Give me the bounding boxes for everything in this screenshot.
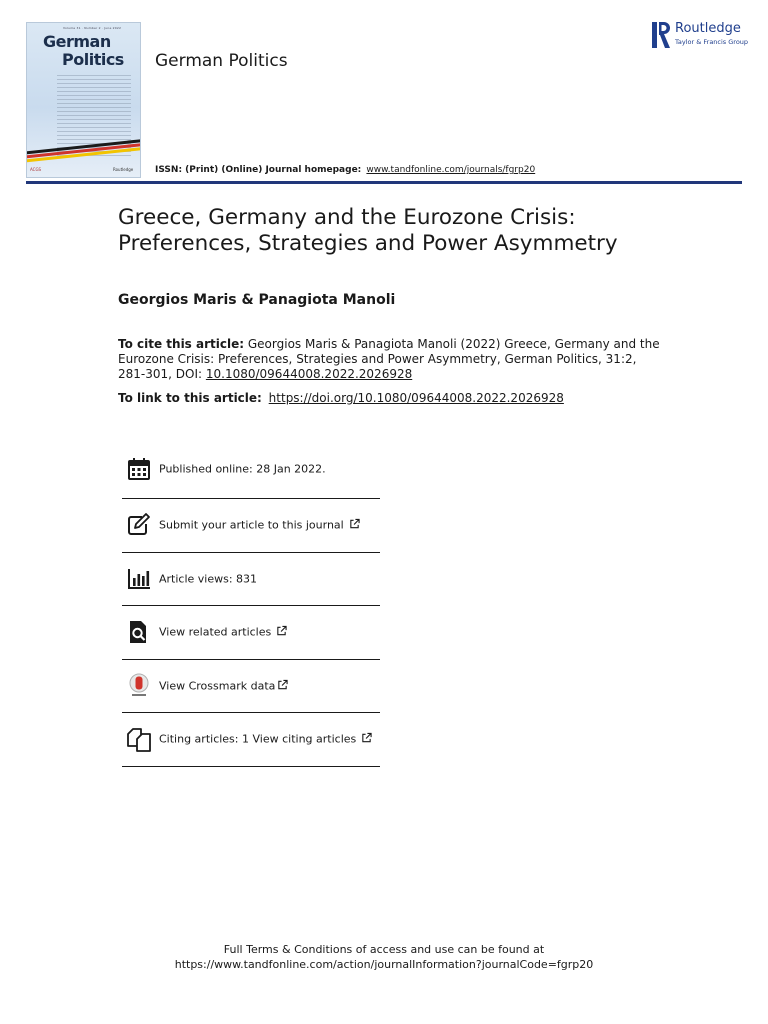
external-link-icon — [361, 733, 372, 744]
cite-label: To cite this article: — [118, 337, 245, 351]
info-row-crossmark[interactable] — [122, 660, 380, 714]
published-online-text: Published online: 28 Jan 2022. — [159, 462, 326, 476]
terms-footer-url[interactable]: https://www.tandfonline.com/action/journalInformation?journalCode=fgrp20 — [174, 958, 594, 971]
citing-articles-link[interactable] — [159, 733, 372, 746]
cover-title-line2: Politics — [62, 50, 124, 69]
external-link-icon — [277, 679, 288, 690]
cover-meta: Volume 31 · Number 2 · June 2022 — [63, 26, 122, 30]
link-label: To link to this article: — [118, 391, 262, 405]
article-authors: Georgios Maris & Panagiota Manoli — [118, 292, 396, 308]
info-row-published — [122, 440, 380, 499]
crossmark-link[interactable] — [159, 679, 288, 692]
citation-block — [118, 337, 663, 382]
journal-name: German Politics — [155, 51, 288, 71]
header-divider — [26, 181, 742, 184]
submit-article-link[interactable] — [159, 519, 360, 532]
cite-text: Georgios Maris & Panagiota Manoli (2022) Greece, Germany and the Eurozone Crisis: Preferences, Strategies and Power Asymmetry, German Politics, 31:2, 281-301, DOI: — [118, 337, 660, 381]
doi-link[interactable]: 10.1080/09644008.2022.2026928 — [205, 367, 413, 381]
logo-sub-text: Taylor & Francis Group — [675, 38, 749, 46]
article-link-line — [118, 391, 564, 405]
routledge-r-logo-icon — [652, 22, 671, 48]
edit-icon — [126, 512, 152, 538]
cover-flag-stripes — [27, 117, 140, 157]
info-row-submit[interactable] — [122, 499, 380, 553]
cover-publisher-left: ACGS — [30, 167, 42, 172]
terms-footer-line1: Full Terms & Conditions of access and use can be found at — [223, 943, 545, 956]
info-row-views — [122, 553, 380, 607]
journal-header — [0, 0, 768, 190]
article-info-list — [122, 440, 380, 767]
cover-title-line1: German — [43, 32, 111, 51]
citing-articles-text: Citing articles: 1 View citing articles — [159, 732, 357, 746]
external-link-icon — [276, 626, 287, 637]
article-title: Greece, Germany and the Eurozone Crisis: Preferences, Strategies and Power Asymmetry — [118, 205, 618, 256]
article-doi-url-link[interactable]: https://doi.org/10.1080/09644008.2022.2026928 — [268, 391, 564, 405]
issn-label: ISSN: (Print) (Online) Journal homepage: — [155, 165, 362, 175]
journal-homepage-link[interactable]: www.tandfonline.com/journals/fgrp20 — [366, 165, 536, 175]
external-link-icon — [349, 519, 360, 530]
logo-brand-text: Routledge — [675, 21, 741, 36]
related-articles-text: View related articles — [159, 625, 272, 639]
info-row-citing[interactable] — [122, 713, 380, 767]
journal-cover-image[interactable] — [26, 22, 141, 178]
citing-articles-icon — [126, 726, 152, 752]
submit-article-text: Submit your article to this journal — [159, 518, 344, 532]
cover-publisher-right: Routledge — [113, 167, 134, 172]
routledge-logo[interactable] — [652, 20, 752, 50]
article-views-text: Article views: 831 — [159, 572, 258, 586]
bar-chart-icon — [126, 566, 152, 592]
crossmark-text: View Crossmark data — [159, 679, 276, 693]
crossmark-icon — [126, 673, 152, 699]
issn-line — [155, 165, 535, 175]
terms-footer — [0, 942, 768, 972]
related-articles-link[interactable] — [159, 626, 287, 639]
search-document-icon — [126, 619, 152, 645]
calendar-icon — [126, 456, 152, 482]
info-row-related[interactable] — [122, 606, 380, 660]
